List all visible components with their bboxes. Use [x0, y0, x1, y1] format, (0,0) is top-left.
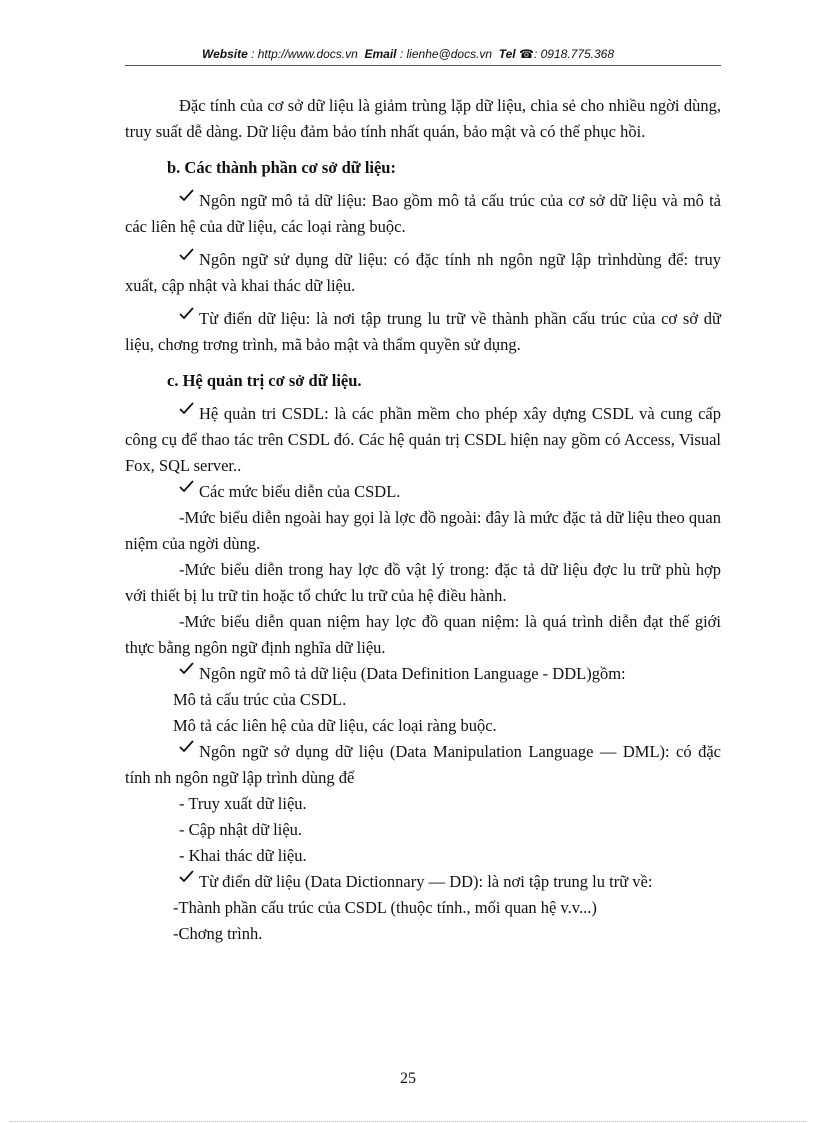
page-number: 25 — [400, 1070, 416, 1087]
page-content — [125, 93, 721, 947]
bottom-rule — [10, 1121, 806, 1122]
section-heading-c: c. Hệ quản trị cơ sở dữ liệu. — [167, 371, 362, 390]
page-header — [0, 47, 816, 61]
email-label: Email — [364, 47, 397, 61]
bullet-paragraph: Từ điển dữ liệu: là nơi tập trung lu trữ về thành phần cấu trúc của cơ sở dữ liệu, chơng trơng trình, mã bảo mật và thẩm quyền sử dụng. — [125, 309, 721, 354]
bullet-paragraph: Từ điển dữ liệu (Data Dictionnary — DD): là nơi tập trung lu trữ về: — [125, 869, 721, 895]
bullet-paragraph: Ngôn ngữ mô tả dữ liệu (Data Definition Language - DDL)gồm: — [125, 661, 721, 687]
checkmark-icon — [179, 190, 193, 204]
dash-paragraph: -Mức biểu diễn ngoài hay gọi là lợc đồ ngoài: đây là mức đặc tả dữ liệu theo quan niệm của ngời dùng. — [125, 508, 721, 553]
dash-item: - Truy xuất dữ liệu. — [179, 794, 307, 813]
checkmark-icon — [179, 249, 193, 263]
checkmark-icon — [179, 741, 193, 755]
checkmark-icon — [179, 871, 193, 885]
tel-value: : 0918.775.368 — [533, 47, 615, 61]
indented-line: -Thành phần cấu trúc của CSDL (thuộc tính., mối quan hệ v.v...) — [173, 898, 597, 917]
website-label: Website — [201, 47, 248, 61]
checkmark-icon — [179, 403, 193, 417]
bullet-paragraph: Ngôn ngữ sở dụng dữ liệu (Data Manipulation Language — DML): có đặc tính nh ngôn ngữ lập trình dùng để — [125, 742, 721, 787]
checkmark-icon — [179, 481, 193, 495]
dash-item: - Cập nhật dữ liệu. — [179, 820, 303, 839]
header-rule — [125, 65, 721, 66]
website-value: : http://www.docs.vn — [251, 47, 358, 61]
phone-icon: ☎ — [519, 47, 534, 61]
indented-line: -Chơng trình. — [173, 924, 263, 943]
indented-line: Mô tả cấu trúc của CSDL. — [173, 690, 347, 709]
bullet-paragraph: Hệ quản tri CSDL: là các phần mềm cho phép xây dựng CSDL và cung cấp công cụ để thao tác trên CSDL đó. Các hệ quản trị CSDL hiện nay gồm có Access, Visual Fox, SQL server.. — [125, 404, 721, 475]
indented-line: Mô tả các liên hệ của dữ liệu, các loại ràng buộc. — [173, 716, 497, 735]
dash-paragraph: -Mức biểu diễn quan niệm hay lợc đồ quan niệm: là quá trình diễn đạt thế giới thực bằng ngôn ngữ định nghĩa dữ liệu. — [125, 612, 721, 657]
section-heading-b: b. Các thành phần cơ sở dữ liệu: — [167, 158, 396, 177]
checkmark-icon — [179, 308, 193, 322]
bullet-paragraph: Ngôn ngữ sử dụng dữ liệu: có đặc tính nh ngôn ngữ lập trìnhdùng để: truy xuất, cập nhật và khai thác dữ liệu. — [125, 250, 721, 295]
email-value: : lienhe@docs.vn — [399, 47, 493, 61]
dash-paragraph: -Mức biểu diễn trong hay lợc đồ vật lý trong: đặc tả dữ liệu đợc lu trữ phù hợp với thiết bị lu trữ tin hoặc tổ chức lu trữ của hệ điều hành. — [125, 560, 721, 605]
bullet-paragraph: Các mức biểu diễn của CSDL. — [125, 479, 721, 505]
tel-label: Tel — [498, 47, 516, 61]
checkmark-icon — [179, 663, 193, 677]
intro-paragraph: Đặc tính của cơ sở dữ liệu là giảm trùng lặp dữ liệu, chia sẻ cho nhiều ngời dùng, truy suất dễ dàng. Dữ liệu đảm bảo tính nhất quán, bảo mật và có thể phục hồi. — [125, 96, 721, 141]
dash-item: - Khai thác dữ liệu. — [179, 846, 307, 865]
bullet-paragraph: Ngôn ngữ mô tả dữ liệu: Bao gồm mô tả cấu trúc của cơ sở dữ liệu và mô tả các liên hệ của dữ liệu, các loại ràng buộc. — [125, 191, 721, 236]
